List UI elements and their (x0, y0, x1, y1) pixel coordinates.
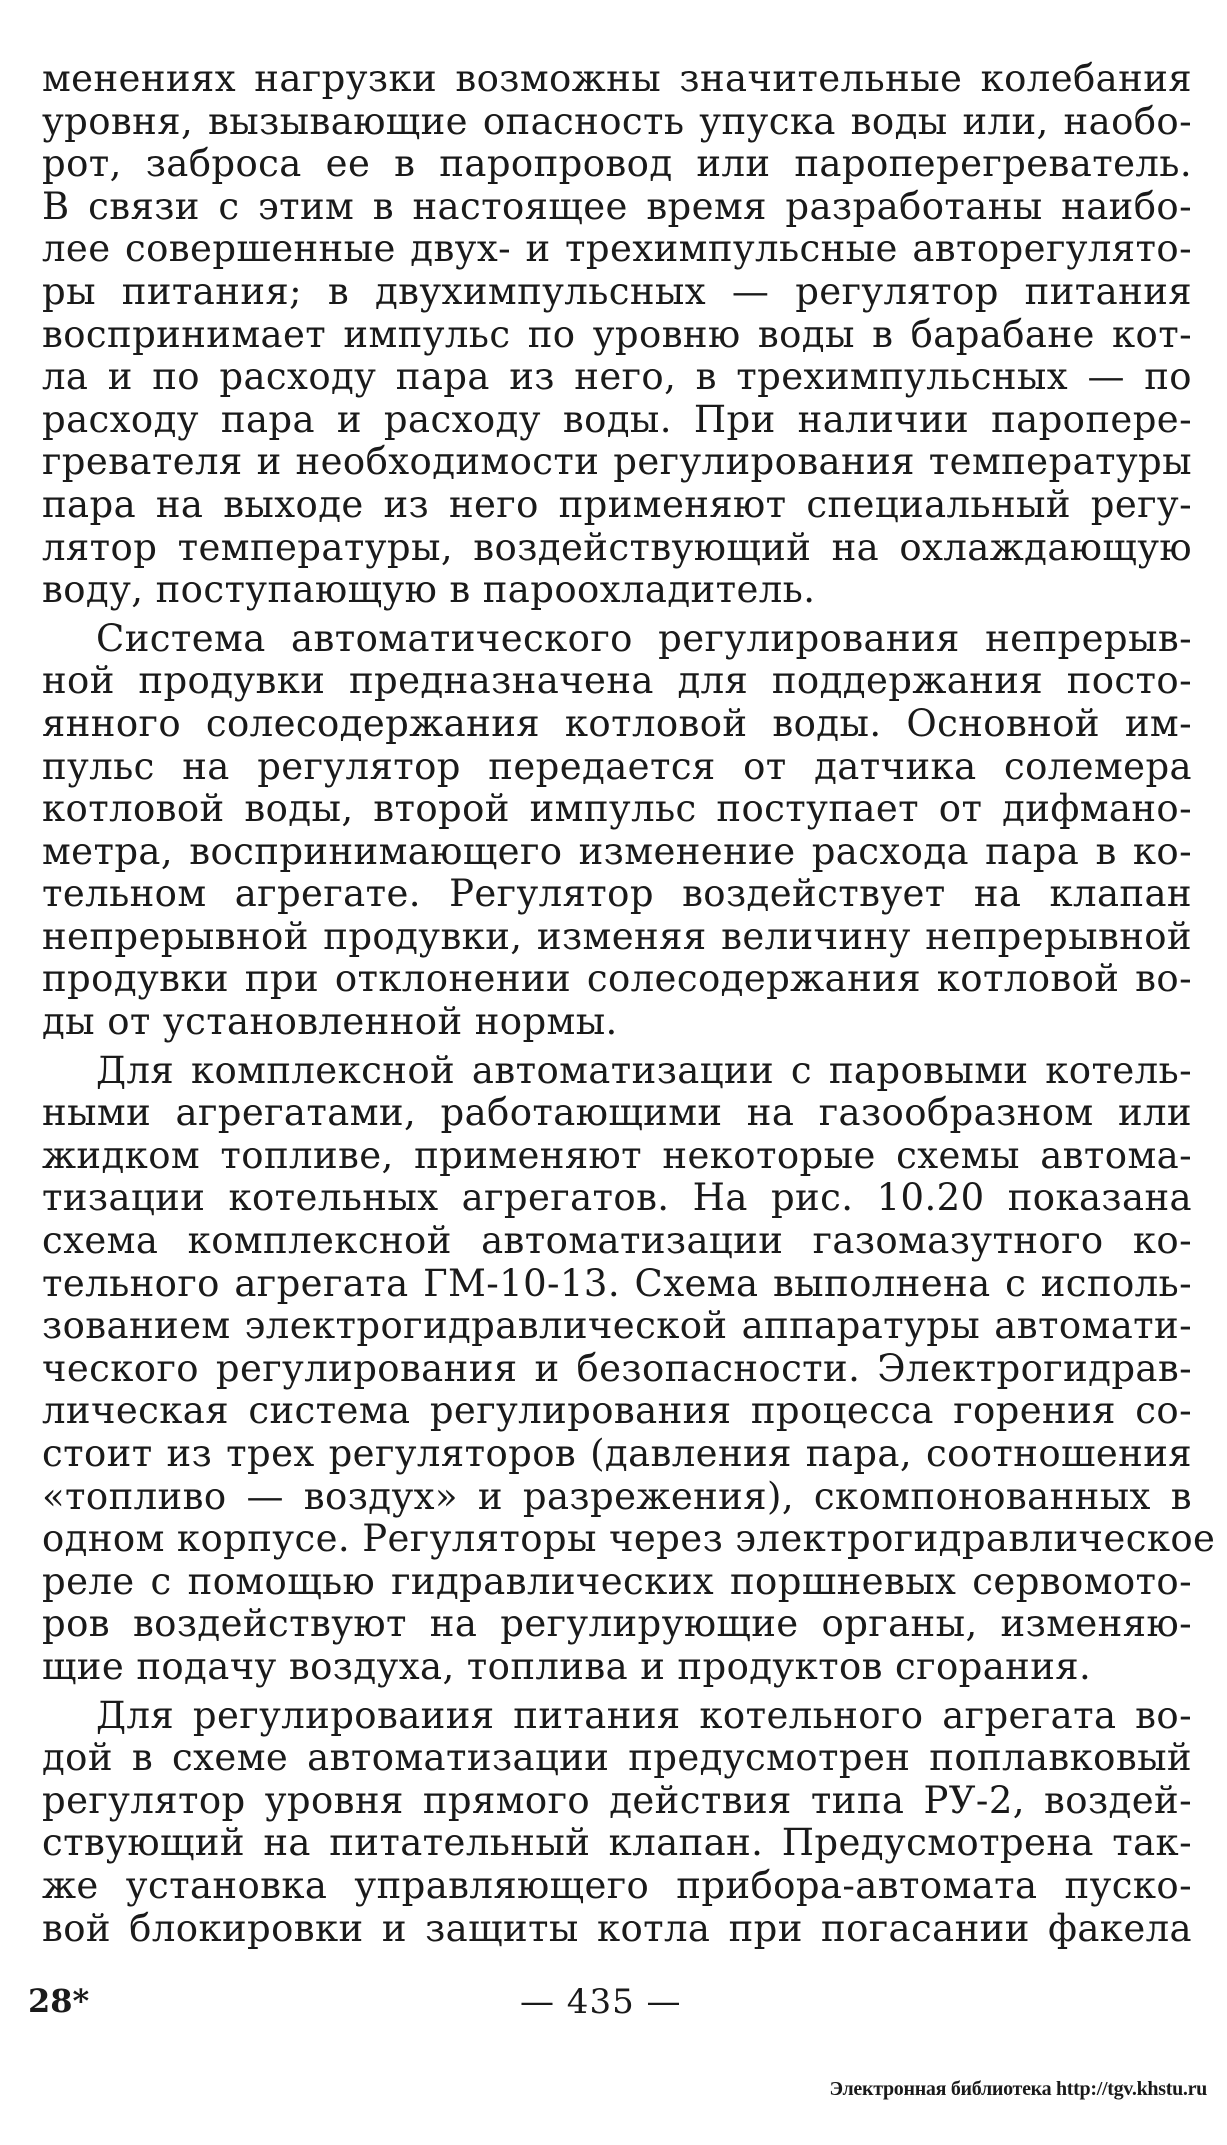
text-line: реле с помощью гидравлических поршневых сервомото- (42, 1559, 1192, 1603)
paragraph-3 (42, 1048, 1216, 1689)
text-line: пара на выходе из него применяют специальный регу- (42, 482, 1192, 526)
text-line: ными агрегатами, работающими на газообразном или (42, 1091, 1192, 1135)
text-line: В связи с этим в настоящее время разработаны наибо- (42, 184, 1192, 228)
text-line: ствующий на питательный клапан. Предусмотрена так- (42, 1821, 1192, 1865)
paragraph-2 (42, 618, 1192, 1044)
text-line: непрерывной продувки, изменяя величину непрерывной (42, 914, 1192, 958)
text-line: схема комплексной автоматизации газомазутного ко- (42, 1219, 1192, 1263)
text-line: дой в схеме автоматизации предусмотрен поплавковый (42, 1736, 1192, 1780)
text-line: лее совершенные двух- и трехимпульсные авторегулято- (42, 227, 1192, 271)
text-line: жидком топливе, применяют некоторые схемы автома- (42, 1133, 1192, 1177)
text-line: гревателя и необходимости регулирования температуры (42, 440, 1192, 484)
text-line: пульс на регулятор передается от датчика солемера (42, 744, 1192, 788)
text-line: ды от установленной нормы. (42, 1000, 618, 1044)
text-line: ной продувки предназначена для поддержания посто- (42, 659, 1192, 703)
signature-mark: 28* (28, 1982, 90, 2020)
text-line: рот, заброса ее в паропровод или пароперегреватель. (42, 142, 1192, 186)
text-line: воспринимает импульс по уровню воды в барабане кот- (42, 312, 1192, 356)
text-line: одном корпусе. Регуляторы через электрогидравлическое (42, 1517, 1216, 1561)
text-line: стоит из трех регуляторов (давления пара, соотношения (42, 1432, 1192, 1475)
page-body (42, 57, 1216, 1950)
text-line: ческого регулирования и безопасности. Электрогидрав- (42, 1346, 1192, 1390)
text-line: регулятор уровня прямого действия типа РУ-2, воздей- (42, 1778, 1192, 1822)
text-line: «топливо — воздух» и разрежения), скомпонованных в (42, 1474, 1192, 1518)
text-line: зованием электрогидравлической аппаратуры автомати- (42, 1304, 1192, 1348)
text-line: же установка управляющего прибора-автомата пуско- (42, 1863, 1192, 1907)
text-line: щие подачу воздуха, топлива и продуктов сгорания. (42, 1644, 1092, 1688)
page-number: — 435 — (520, 1982, 682, 2022)
text-line: Для регулироваиия питания котельного агрегата во- (96, 1693, 1192, 1737)
text-line: вой блокировки и защиты котла при погасании факела (42, 1906, 1192, 1950)
text-line: продувки при отклонении солесодержания котловой во- (42, 957, 1192, 1001)
paragraph-4 (42, 1695, 1192, 1951)
text-line: ров воздействуют на регулирующие органы, изменяю- (42, 1602, 1192, 1646)
text-line: тельном агрегате. Регулятор воздействует на клапан (42, 872, 1192, 916)
text-line: лятор температуры, воздействующий на охлаждающую (42, 525, 1192, 569)
text-line: Система автоматического регулирования непрерыв- (96, 616, 1192, 660)
text-line: воду, поступающую в пароохладитель. (42, 568, 816, 612)
text-line: менениях нагрузки возможны значительные колебания (42, 57, 1192, 100)
text-line: янного солесодержания котловой воды. Основной им- (42, 701, 1192, 745)
text-line: ры питания; в двухимпульсных — регулятор питания (42, 269, 1192, 313)
paragraph-1 (42, 58, 1192, 612)
text-line: метра, воспринимающего изменение расхода пара в ко- (42, 829, 1192, 873)
text-line: тизации котельных агрегатов. На рис. 10.20 показана (42, 1176, 1192, 1220)
text-line: Для комплексной автоматизации с паровыми котель- (96, 1048, 1192, 1092)
text-line: расходу пара и расходу воды. При наличии паропере- (42, 397, 1192, 441)
text-line: ла и по расходу пара из него, в трехимпульсных — по (42, 355, 1192, 399)
text-line: тельного агрегата ГМ-10-13. Схема выполнена с исполь- (42, 1261, 1192, 1305)
text-line: уровня, вызывающие опасность упуска воды или, наобо- (42, 99, 1192, 143)
library-credit: Электронная библиотека http://tgv.khstu.ru (829, 2078, 1207, 2100)
text-line: лическая система регулирования процесса горения со- (42, 1389, 1192, 1433)
text-line: котловой воды, второй импульс поступает от дифмано- (42, 787, 1192, 831)
